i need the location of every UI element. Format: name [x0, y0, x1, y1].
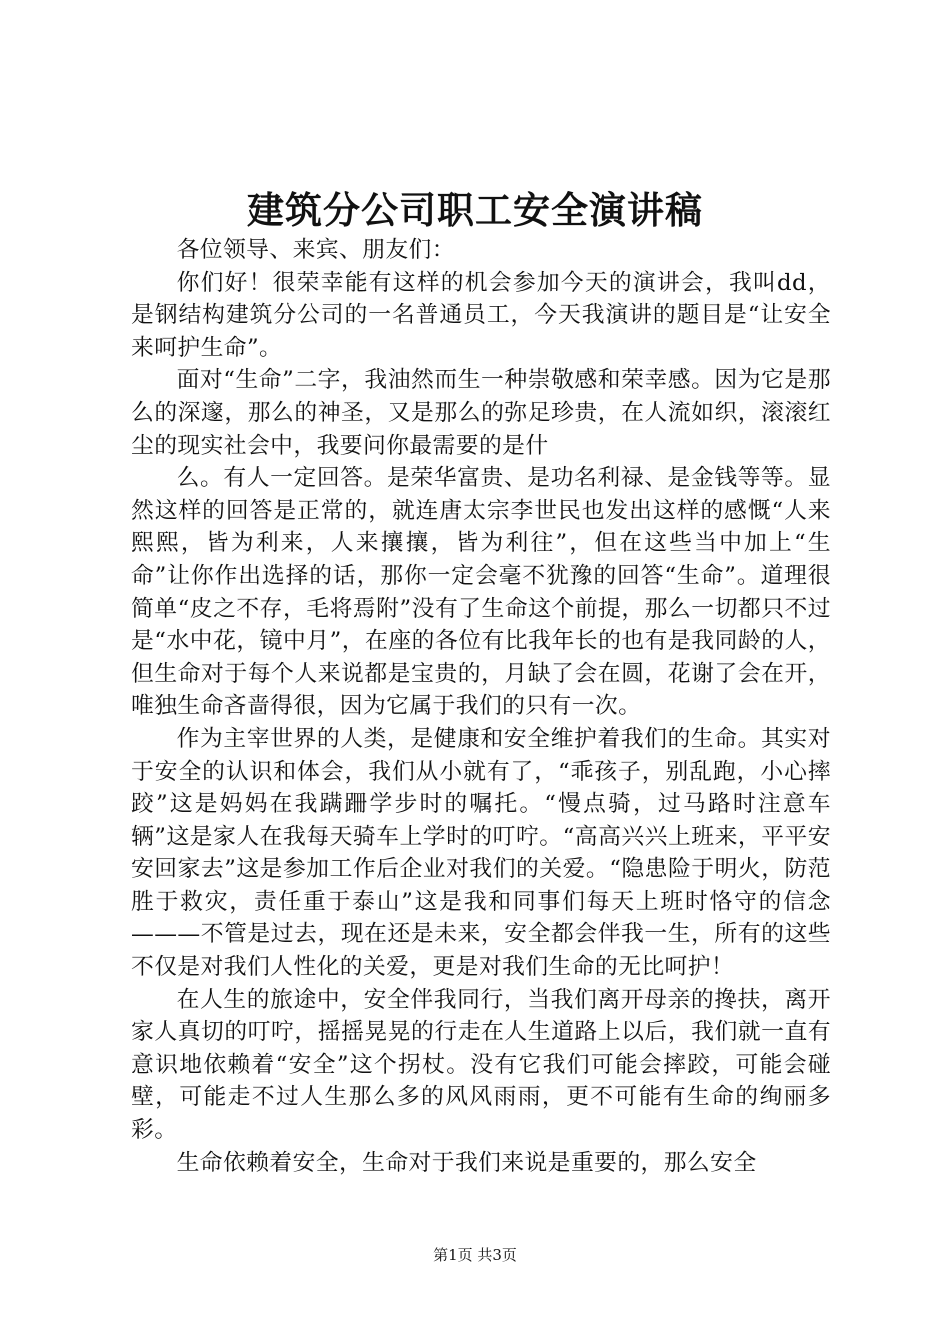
paragraph-life-journey: 在人生的旅途中，安全伴我同行，当我们离开母亲的搀扶，离开家人真切的叮咛，摇摇晃晃的行走在人生道路上以后，我们就一直有意识地依赖着“安全”这个拐杖。没有它我们可能会摔跤，可能会碰壁，可能走不过人生那么多的风风雨雨，更不可能有生命的绚丽多彩。 [131, 986, 831, 1144]
paragraph-life-value: 么。有人一定回答。是荣华富贵、是功名利禄、是金钱等等。显然这样的回答是正常的，就连唐太宗李世民也发出这样的感慨“人来熙熙，皆为利来，人来攘攘，皆为利往”，但在这些当中加上“生命”让你作出选择的话，那你一定会毫不犹豫的回答“生命”。道理很简单“皮之不存，毛将焉附”没有了生命这个前提，那么一切都只不过是“水中花，镜中月”，在座的各位有比我年长的也有是我同龄的人，但生命对于每个人来说都是宝贵的，月缺了会在圆，花谢了会在开，唯独生命吝啬得很，因为它属于我们的只有一次。 [131, 465, 831, 720]
document-title: 建筑分公司职工安全演讲稿 [247, 188, 703, 232]
paragraph-greeting: 各位领导、来宾、朋友们： [176, 237, 455, 263]
paragraph-life-depends-safety: 生命依赖着安全，生命对于我们来说是重要的，那么安全 [176, 1149, 757, 1176]
paragraph-introduction: 你们好！很荣幸能有这样的机会参加今天的演讲会，我叫dd，是钢结构建筑分公司的一名普通员工，今天我演讲的题目是“让安全来呵护生命”。 [131, 269, 831, 361]
page-number-footer: 第1页 共3页 [433, 1246, 517, 1264]
document-body [131, 234, 831, 1179]
paragraph-safety-memories: 作为主宰世界的人类，是健康和安全维护着我们的生命。其实对于安全的认识和体会，我们从小就有了，“乖孩子，别乱跑，小心摔跤”这是妈妈在我蹒跚学步时的嘱托。“慢点骑，过马路时注意车辆”这是家人在我每天骑车上学时的叮咛。“高高兴兴上班来，平平安安回家去”这是参加工作后企业对我们的关爱。“隐患险于明火，防范胜于救灾，责任重于泰山”这是我和同事们每天上班时恪守的信念———不管是过去，现在还是未来，安全都会伴我一生，所有的这些不仅是对我们人性化的关爱，更是对我们生命的无比呵护！ [131, 725, 831, 981]
paragraph-life-question: 面对“生命”二字，我油然而生一种崇敬感和荣幸感。因为它是那么的深邃，那么的神圣，又是那么的弥足珍贵，在人流如织，滚滚红尘的现实社会中，我要问你最需要的是什 [131, 367, 831, 459]
